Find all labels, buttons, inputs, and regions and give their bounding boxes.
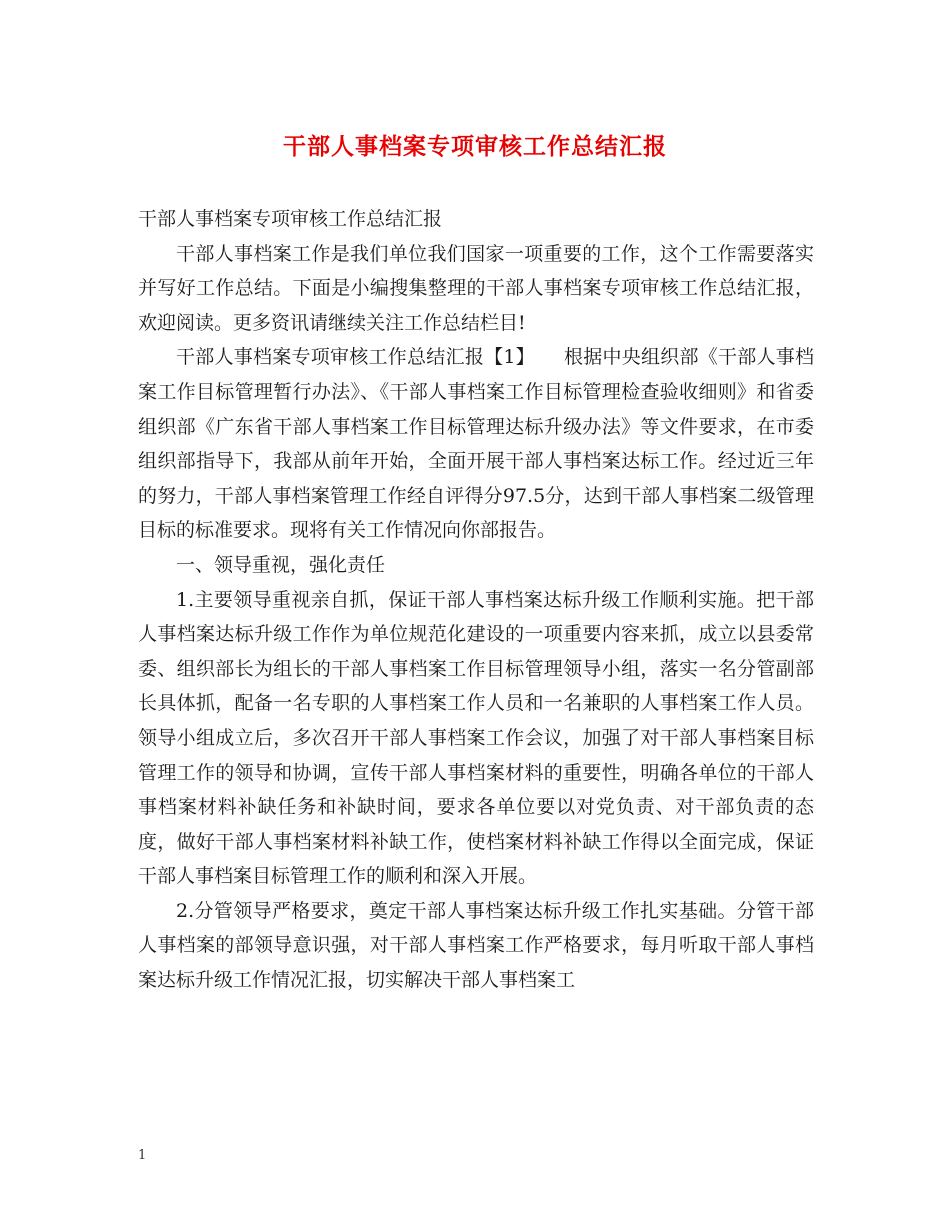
section-heading: 一、领导重视，强化责任 (176, 553, 386, 576)
point-two-paragraph: 2.分管领导严格要求，奠定干部人事档案达标升级工作扎实基础。分管干部人事档案的部领导意识强，对干部人事档案工作严格要求，每月听取干部人事档案达标升级工作情况汇报，切实解决干部人事档案工 (138, 899, 814, 992)
report-opening-paragraph: 干部人事档案专项审核工作总结汇报【1】 根据中央组织部《干部人事档案工作目标管理暂行办法》、《干部人事档案工作目标管理检查验收细则》和省委组织部《广东省干部人事档案工作目标管理达标升级办法》等文件要求，在市委组织部指导下，我部从前年开始，全面开展干部人事档案达标工作。经过近三年的努力，干部人事档案管理工作经自评得分97.5分，达到干部人事档案二级管理目标的标准要求。现将有关工作情况向你部报告。 (138, 346, 814, 542)
point-one-paragraph: 1.主要领导重视亲自抓，保证干部人事档案达标升级工作顺利实施。把干部人事档案达标升级工作作为单位规范化建设的一项重要内容来抓，成立以县委常委、组织部长为组长的干部人事档案工作目标管理领导小组，落实一名分管副部长具体抓，配备一名专职的人事档案工作人员和一名兼职的人事档案工作人员。领导小组成立后，多次召开干部人事档案工作会议，加强了对干部人事档案目标管理工作的领导和协调，宣传干部人事档案材料的重要性，明确各单位的干部人事档案材料补缺任务和补缺时间，要求各单位要以对党负责、对干部负责的态度，做好干部人事档案材料补缺工作，使档案材料补缺工作得以全面完成，保证干部人事档案目标管理工作的顺利和深入开展。 (138, 588, 814, 888)
intro-paragraph: 干部人事档案工作是我们单位我们国家一项重要的工作，这个工作需要落实并写好工作总结。下面是小编搜集整理的干部人事档案专项审核工作总结汇报，欢迎阅读。更多资讯请继续关注工作总结栏目! (138, 242, 814, 334)
body-heading-paragraph: 干部人事档案专项审核工作总结汇报 (138, 208, 443, 230)
page-number: 1 (138, 1148, 147, 1163)
document-body (138, 202, 814, 998)
document-title: 干部人事档案专项审核工作总结汇报 (283, 134, 667, 160)
